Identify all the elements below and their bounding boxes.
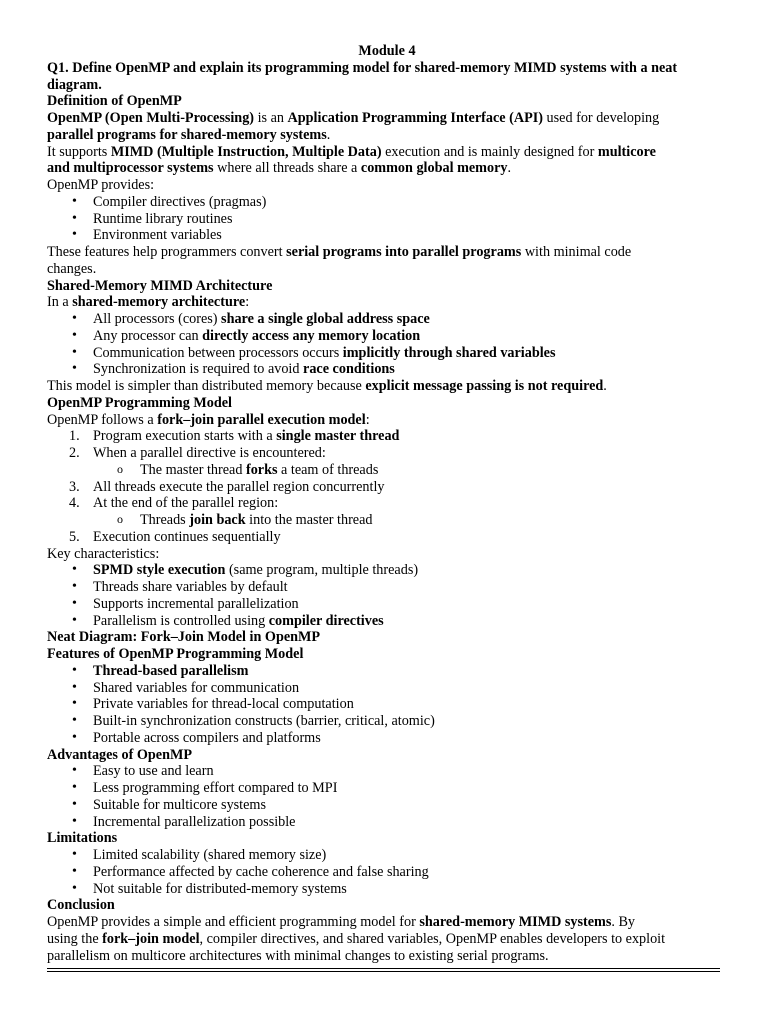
list-item: • Communication between processors occurs implicitly through shared variables — [72, 344, 556, 361]
list-item: • Less programming effort compared to MPI — [72, 780, 338, 796]
shared-intro: In a shared-memory architecture: — [47, 294, 250, 311]
list-item: • Incremental parallelization possible — [72, 813, 296, 830]
model-steps-cont — [47, 479, 727, 513]
bullet-icon: • — [72, 612, 77, 628]
heading-features: Features of OpenMP Programming Model — [47, 646, 304, 662]
list-item: • Portable across compilers and platforms — [72, 729, 321, 746]
model-sub-list — [47, 462, 727, 479]
list-item: • Limited scalability (shared memory size) — [72, 847, 327, 863]
key-characteristics-intro: Key characteristics: — [47, 545, 160, 562]
list-item: • Private variables for thread-local computation — [72, 696, 354, 713]
bullet-icon: • — [72, 361, 77, 377]
list-item: • Not suitable for distributed-memory systems — [72, 880, 347, 897]
list-item: 1. Program execution starts with a single master thread — [69, 428, 400, 445]
heading-shared-memory: Shared-Memory MIMD Architecture — [47, 277, 273, 294]
step-number: 5. — [69, 528, 80, 545]
definition-paragraph-2-cont: and multiprocessor systems where all threads share a common global memory. — [47, 160, 512, 177]
model-steps — [47, 428, 727, 462]
list-item: • Environment variables — [72, 227, 222, 244]
bullet-icon: • — [72, 595, 77, 611]
circle-bullet-icon: o — [117, 461, 123, 476]
bullet-icon: • — [72, 210, 77, 226]
list-item: 4. At the end of the parallel region: — [69, 495, 279, 512]
list-item: o Threads join back into the master thread — [117, 512, 373, 528]
bullet-icon: • — [72, 662, 77, 678]
bullet-icon: • — [72, 796, 77, 812]
bullet-icon: • — [72, 327, 77, 343]
footer-rule — [47, 971, 720, 972]
list-item: • SPMD style execution (same program, multiple threads) — [72, 562, 419, 579]
list-item: • All processors (cores) share a single global address space — [72, 311, 430, 327]
list-item: o The master thread forks a team of threads — [117, 461, 379, 478]
bullet-icon: • — [72, 311, 77, 326]
list-item: • Parallelism is controlled using compiler directives — [72, 612, 384, 629]
bullet-icon: • — [72, 562, 77, 578]
list-item: • Suitable for multicore systems — [72, 796, 266, 813]
module-title: Module 4 — [358, 43, 416, 59]
list-item: • Built-in synchronization constructs (barrier, critical, atomic) — [72, 713, 435, 729]
limitations-list — [47, 847, 727, 897]
list-item: • Runtime library routines — [72, 210, 233, 227]
step-number: 1. — [69, 428, 80, 445]
bullet-icon: • — [72, 729, 77, 745]
list-item: • Synchronization is required to avoid race conditions — [72, 361, 395, 378]
bullet-icon: • — [72, 679, 77, 695]
bullet-icon: • — [72, 713, 77, 728]
provides-list — [47, 194, 727, 244]
model-steps-end — [47, 529, 727, 546]
definition-paragraph-3: These features help programmers convert serial programs into parallel programs with minimal code — [47, 244, 632, 260]
list-item: • Easy to use and learn — [72, 763, 214, 780]
bullet-icon: • — [72, 763, 77, 779]
conclusion-line-1: OpenMP provides a simple and efficient programming model for shared-memory MIMD systems. By — [47, 914, 636, 930]
bullet-icon: • — [72, 696, 77, 712]
list-item: • Thread-based parallelism — [72, 662, 249, 679]
advantages-list — [47, 763, 727, 830]
model-intro: OpenMP follows a fork–join parallel execution model: — [47, 411, 370, 428]
model-sub-list — [47, 512, 727, 529]
heading-limitations: Limitations — [47, 830, 118, 847]
document-body — [47, 43, 727, 964]
bullet-icon: • — [72, 863, 77, 879]
provides-intro: OpenMP provides: — [47, 177, 155, 193]
heading-programming-model: OpenMP Programming Model — [47, 394, 232, 411]
features-list — [47, 663, 727, 747]
definition-paragraph-1-cont: parallel programs for shared-memory systems. — [47, 126, 331, 143]
list-item: • Compiler directives (pragmas) — [72, 193, 267, 210]
key-characteristics-list — [47, 562, 727, 629]
list-item: 5. Execution continues sequentially — [69, 528, 281, 545]
bullet-icon: • — [72, 344, 77, 360]
list-item: 3. All threads execute the parallel region concurrently — [69, 478, 385, 495]
list-item: 2. When a parallel directive is encountered: — [69, 445, 326, 461]
step-number: 3. — [69, 478, 80, 495]
definition-paragraph-1: OpenMP (Open Multi-Processing) is an Application Programming Interface (API) used for developing — [47, 110, 660, 126]
list-item: • Shared variables for communication — [72, 679, 300, 696]
list-item: • Any processor can directly access any memory location — [72, 327, 421, 344]
bullet-icon: • — [72, 579, 77, 594]
heading-conclusion: Conclusion — [47, 897, 115, 914]
definition-paragraph-3-cont: changes. — [47, 260, 97, 277]
heading-advantages: Advantages of OpenMP — [47, 746, 193, 763]
bullet-icon: • — [72, 813, 77, 829]
bullet-icon: • — [72, 193, 77, 209]
list-item: • Threads share variables by default — [72, 579, 288, 595]
heading-definition: Definition of OpenMP — [47, 93, 182, 110]
step-number: 4. — [69, 495, 80, 512]
shared-list — [47, 311, 727, 378]
bullet-icon: • — [72, 847, 77, 862]
list-item: • Supports incremental parallelization — [72, 595, 299, 612]
circle-bullet-icon: o — [117, 512, 123, 526]
bullet-icon: • — [72, 880, 77, 896]
question-heading: Q1. Define OpenMP and explain its programming model for shared-memory MIMD systems with a neat diagram. — [47, 59, 678, 93]
heading-diagram: Neat Diagram: Fork–Join Model in OpenMP — [47, 629, 321, 646]
bullet-icon: • — [72, 780, 77, 795]
list-item: • Performance affected by cache coherence and false sharing — [72, 863, 429, 880]
shared-outro: This model is simpler than distributed memory because explicit message passing is not required. — [47, 378, 607, 394]
bullet-icon: • — [72, 227, 77, 243]
footer-rule — [47, 968, 720, 969]
conclusion-line-3: parallelism on multicore architectures with minimal changes to existing serial programs. — [47, 947, 549, 964]
definition-paragraph-2: It supports MIMD (Multiple Instruction, Multiple Data) execution and is mainly designed for multicore — [47, 143, 656, 160]
step-number: 2. — [69, 445, 80, 461]
conclusion-line-2: using the fork–join model, compiler directives, and shared variables, OpenMP enables developers to exploit — [47, 930, 666, 947]
